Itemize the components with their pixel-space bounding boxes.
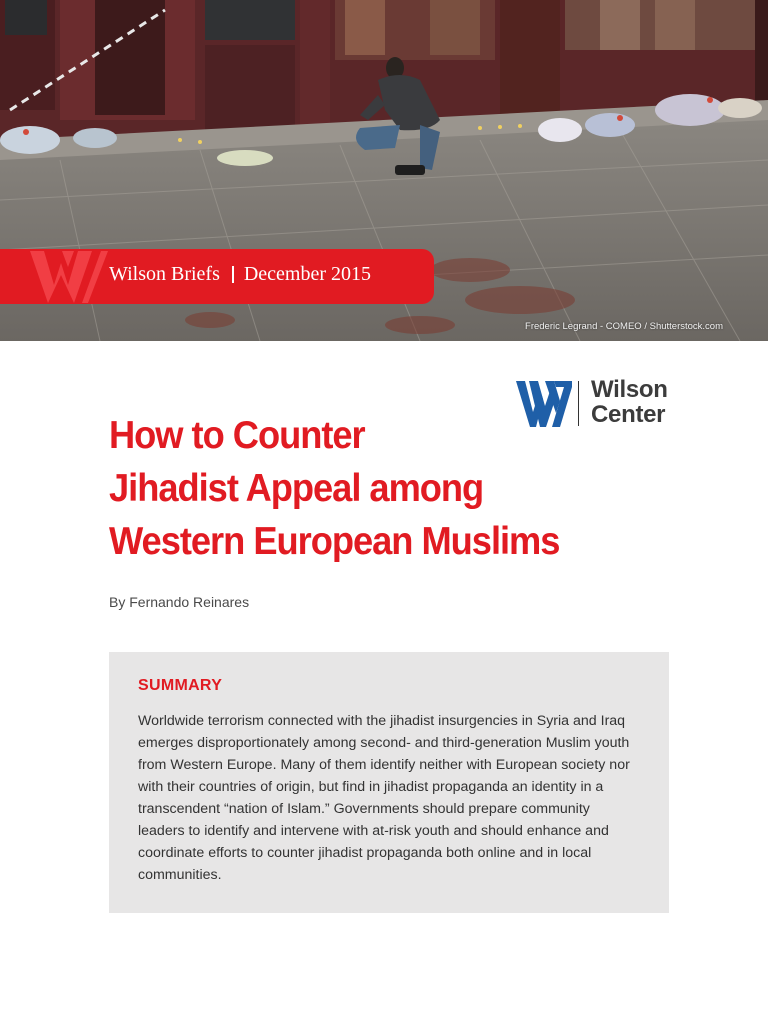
series-banner [0, 249, 434, 304]
banner-divider [232, 266, 234, 283]
title-line-1: How to Counter [109, 414, 365, 457]
author-byline: By Fernando Reinares [109, 594, 250, 610]
series-name: Wilson Briefs [109, 263, 220, 285]
logo-line-2: Center [591, 401, 666, 428]
brief-title [109, 409, 630, 568]
wilson-w-watermark-icon [30, 251, 108, 303]
title-line-3: Western European Muslims [109, 520, 560, 563]
title-line-2: Jihadist Appeal among [109, 467, 484, 510]
banner-label [109, 263, 371, 286]
summary-heading: SUMMARY [138, 677, 223, 694]
issue-date: December 2015 [243, 263, 372, 285]
summary-box [109, 652, 669, 913]
photo-credit: Frederic Legrand - COMEO / Shutterstock.com [525, 321, 723, 332]
logo-line-1: Wilson [591, 376, 668, 403]
summary-body: Worldwide terrorism connected with the jihadist insurgencies in Syria and Iraq emerges disproportionately among second- and third-generation Muslim youth from Western Europe. Many of them identify neither with European society nor with their countries of origin, but find in jihadist propaganda an identity in a transcendent “nation of Islam.” Governments should prepare community leaders to identify and intervene with at-risk youth and should enhance and coordinate efforts to counter jihadist propaganda both online and in local communities. [138, 713, 630, 883]
